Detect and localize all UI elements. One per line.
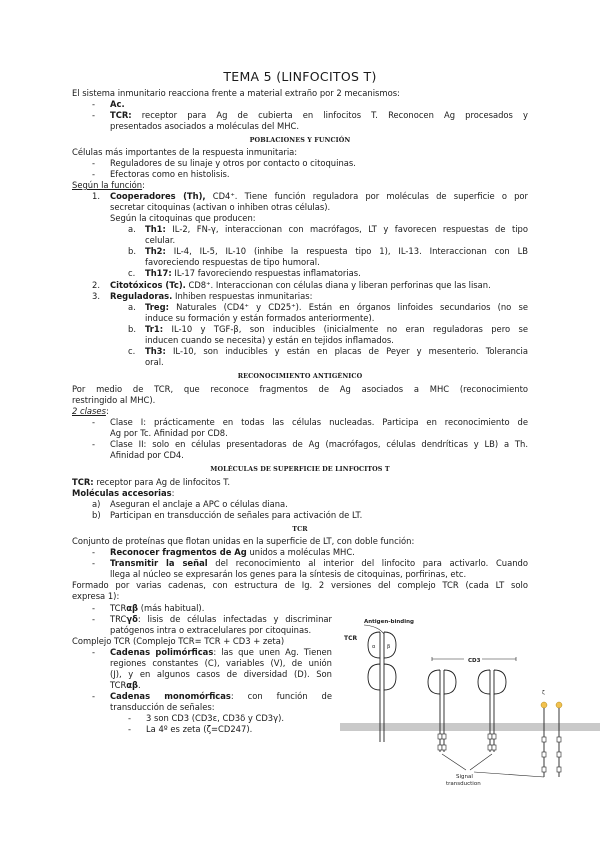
list-number: 3. (92, 291, 100, 301)
intro-text: El sistema inmunitario reacciona frente a material extraño por 2 mecanismos: (72, 88, 400, 98)
moleculas-accesorias-heading: Moléculas accesorias: (72, 488, 175, 498)
itam-box (438, 745, 442, 750)
clases-heading: 2 clases: (72, 406, 109, 416)
cooperadores-cont: secretar citoquinas (activan o inhiben otras células). (110, 202, 331, 212)
itam-box (542, 767, 546, 772)
zeta-chains (541, 690, 562, 777)
citotoxicos-item: Citotóxicos (Tc). CD8⁺. Interaccionan con células diana y liberan perforinas que las lisan. (110, 280, 491, 290)
signal-label-line2: transduction (446, 781, 481, 787)
itam-box (542, 737, 546, 742)
chain-alpha-c-domain (368, 664, 380, 690)
list-bullet: - (92, 417, 96, 427)
itam-box (442, 745, 446, 750)
list-number: 1. (92, 191, 100, 201)
th3-item: Th3: IL-10, son inducibles y están en placas de Peyer y mesenterio. Tolerancia (145, 346, 528, 356)
cadenas-polimorficas-cont: (J), y en algunos casos de diversidad (D). Son (110, 669, 332, 679)
poblaciones-intro: Células más importantes de la respuesta inmunitaria: (72, 147, 298, 157)
clase-i-cont: Ag por Tc. Afinidad por CD8. (110, 428, 228, 438)
itam-box (557, 737, 561, 742)
list-bullet: - (92, 647, 96, 657)
list-bullet: - (92, 603, 96, 613)
tcr-bullet-transmitir-cont: llega al núcleo se expresarán los genes para la síntesis de citoquinas, porfirinas, etc. (110, 569, 467, 579)
reconocimiento-p2: restringido al MHC). (72, 395, 156, 405)
tr1-item: Tr1: IL-10 y TGF-β, son inducibles (inicialmente no eran reguladoras pero se (145, 324, 528, 334)
list-number: 2. (92, 280, 100, 290)
tcr-version-ab: TCRαβ (más habitual). (110, 603, 205, 613)
list-letter: a. (128, 224, 136, 234)
clase-ii-item: Clase II: solo en células presentadoras de Ag (macrófagos, células dendríticas y LB) a Th. (110, 439, 529, 449)
cd3-epsilon-domain (428, 670, 440, 694)
list-letter: a) (92, 499, 101, 509)
section-heading-moleculas: MOLÉCULAS DE SUPERFICIE DE LINFOCITOS T (210, 465, 390, 473)
list-bullet: - (128, 724, 132, 734)
list-bullet: - (92, 99, 96, 109)
mechanism-ac: Ac. (110, 99, 125, 109)
th3-cont: oral. (145, 357, 164, 367)
tcr-p1: Conjunto de proteínas que flotan unidas en la superficie de LT, con doble función: (72, 536, 415, 546)
cd3-delta-domain (478, 670, 490, 694)
list-letter: b. (128, 246, 136, 256)
list-bullet: - (92, 439, 96, 449)
itam-box (557, 767, 561, 772)
treg-item: Treg: Naturales (CD4⁺ y CD25⁺). Están en órganos linfoides secundarios (no se (145, 302, 528, 312)
list-letter: b. (128, 324, 136, 334)
antigen-binding-label: Antigen-binding (364, 619, 414, 625)
mechanism-tcr-cont: presentados asociados a moléculas del MHC. (110, 121, 300, 131)
clase-ii-cont: Afinidad por CD4. (110, 450, 184, 460)
list-item: Efectoras como en histolisis. (110, 169, 230, 179)
treg-cont: induce su formación y están formados anteriormente). (145, 313, 375, 323)
list-item: 3 son CD3 (CD3ε, CD3δ y CD3γ). (146, 713, 285, 723)
cadenas-polimorficas-cont: regiones constantes (C), variables (V), de unión (110, 658, 332, 668)
section-heading-reconocimiento: RECONOCIMIENTO ANTIGÉNICO (237, 372, 363, 380)
tcr-p3: expresa 1): (72, 591, 120, 601)
list-letter: c. (128, 346, 136, 356)
list-item: Aseguran el anclaje a APC o células diana. (110, 499, 288, 509)
list-item: Participan en transducción de señales para activación de LT. (110, 510, 363, 520)
cooperadores-sub-intro: Según la citoquinas que producen: (110, 213, 256, 223)
chain-beta-c-domain (384, 664, 396, 690)
th2-cont: favoreciendo respuestas de tipo humoral. (145, 257, 320, 267)
itam-box (488, 734, 492, 739)
list-bullet: - (92, 558, 96, 568)
cd3-epsilon2-domain (494, 670, 506, 694)
itam-box (492, 745, 496, 750)
cadenas-monomorficas: Cadenas monomórficas: con función de (110, 691, 332, 701)
itam-box (492, 734, 496, 739)
cadenas-polimorficas: Cadenas polimórficas: las que unen Ag. Tienen (110, 647, 332, 657)
list-item: La 4º es zeta (ζ=CD247). (146, 724, 253, 734)
page-title: TEMA 5 (LINFOCITOS T) (223, 69, 377, 84)
tcr-version-gd: TRCγδ: lisis de células infectadas y discriminar (110, 614, 332, 624)
cell-membrane (340, 723, 600, 731)
th1-cont: celular. (145, 235, 176, 245)
tcr-label: TCR (344, 635, 358, 642)
list-bullet: - (92, 691, 96, 701)
zeta-marker (556, 702, 562, 708)
section-heading-tcr: TCR (292, 525, 308, 533)
tcr-p2: Formado por varias cadenas, con estructura de Ig. 2 versiones del complejo TCR (cada LT solo (72, 580, 528, 590)
zeta-marker (541, 702, 547, 708)
cadenas-monomorficas-cont: transducción de señales: (110, 702, 215, 712)
signal-label-line1: Signal (456, 774, 473, 780)
itam-box (488, 745, 492, 750)
list-letter: b) (92, 510, 101, 520)
cd3-chains (428, 670, 506, 752)
list-letter: a. (128, 302, 136, 312)
section-heading-poblaciones: POBLACIONES Y FUNCIÓN (249, 136, 351, 144)
th17-item: Th17: IL-17 favoreciendo respuestas inflamatorias. (145, 268, 361, 278)
cadenas-polimorficas-cont: TCRαβ. (110, 680, 141, 690)
chain-alpha-label: α (372, 644, 376, 650)
signal-arrow (474, 772, 544, 777)
list-bullet: - (92, 614, 96, 624)
reconocimiento-p1: Por medio de TCR, que reconoce fragmentos de Ag asociados a MHC (reconocimiento (72, 384, 528, 394)
list-bullet: - (92, 169, 96, 179)
tcr-complex-figure (340, 612, 600, 797)
itam-boxes (438, 734, 496, 750)
itam-box (442, 734, 446, 739)
list-item: Reguladores de su linaje y otros por contacto o citoquinas. (110, 158, 356, 168)
list-letter: c. (128, 268, 136, 278)
cd3-gamma-domain (444, 670, 456, 694)
complejo-tcr: Complejo TCR (Complejo TCR= TCR + CD3 + zeta) (72, 636, 285, 646)
tr1-cont: inducen cuando se necesita) y están en tejidos inflamados. (145, 335, 394, 345)
itam-box (542, 752, 546, 757)
cooperadores-item: Cooperadores (Th), CD4⁺. Tiene función reguladora por moléculas de superficie o por (110, 191, 528, 201)
th1-item: Th1: IL-2, FN-γ, interaccionan con macrófagos, LT y favorecen respuestas de tipo (145, 224, 528, 234)
th2-item: Th2: IL-4, IL-5, IL-10 (inhibe la respuesta tipo 1), IL-13. Interaccionan con LB (145, 246, 528, 256)
list-bullet: - (92, 110, 96, 120)
tcr-version-gd-cont: patógenos intra o extracelulares por citoquinas. (110, 625, 312, 635)
list-bullet: - (128, 713, 132, 723)
zeta-label: ζ (542, 690, 545, 696)
moleculas-tcr: TCR: receptor para Ag de linfocitos T. (72, 477, 231, 487)
clase-i-item: Clase I: prácticamente en todas las células nucleadas. Participa en reconocimiento de (110, 417, 529, 427)
itam-box (557, 752, 561, 757)
list-bullet: - (92, 158, 96, 168)
signal-arrow (470, 754, 492, 770)
reguladoras-item: Reguladoras. Inhiben respuestas inmunitarias: (110, 291, 313, 301)
itam-box (438, 734, 442, 739)
signal-arrow (442, 754, 466, 770)
segun-heading: Según la función: (72, 180, 145, 190)
tcr-bullet-reconocer: Reconocer fragmentos de Ag unidos a moléculas MHC. (110, 547, 355, 557)
chain-beta-label: β (387, 644, 391, 650)
list-bullet: - (92, 547, 96, 557)
cd3-label: CD3 (468, 658, 481, 664)
tcr-bullet-transmitir: Transmitir la señal del reconocimiento al interior del linfocito para activarlo. Cuando (110, 558, 528, 568)
mechanism-tcr: TCR: receptor para Ag de cubierta en linfocitos T. Reconocen Ag procesados y (110, 110, 528, 120)
